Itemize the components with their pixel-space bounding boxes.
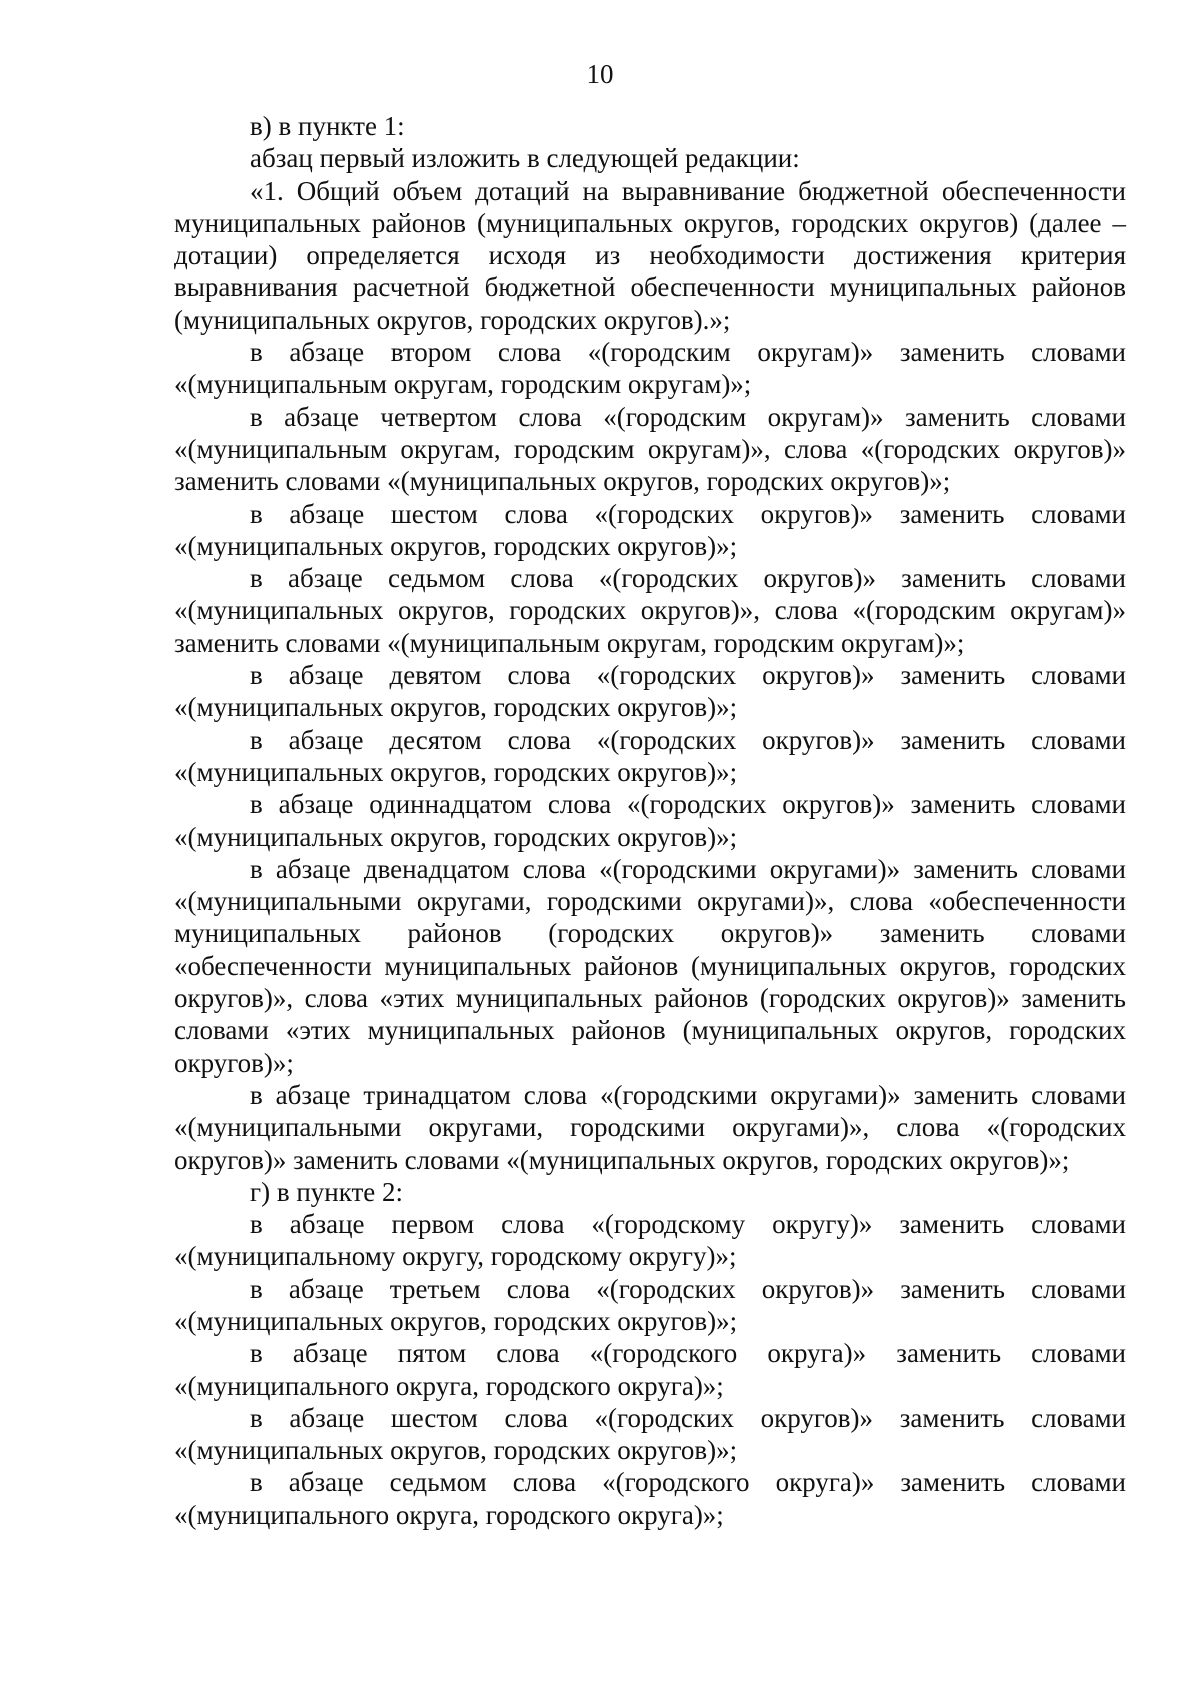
paragraph-15: в абзаце третьем слова «(городских округов)» заменить словами «(муниципальных округов, городских округов)»; (174, 1273, 1126, 1336)
paragraph-11: в абзаце двенадцатом слова «(городскими округами)» заменить словами «(муниципальными округами, городскими округами)», слова «обеспеченности муниципальных районов (городских округов)» заменить словами «обеспеченности муниципальных районов (муниципальных округов, городских округов)», слова «этих муниципальных районов (городских округов)» заменить словами «этих муниципальных районов (муниципальных округов, городских округов)»; (174, 853, 1126, 1078)
paragraph-7: в абзаце седьмом слова «(городских округов)» заменить словами «(муниципальных округов, городских округов)», слова «(городским округам)» заменить словами «(муниципальным округам, городским округам)»; (174, 563, 1126, 658)
document-body (174, 110, 1126, 1531)
paragraph-9: в абзаце десятом слова «(городских округов)» заменить словами «(муниципальных округов, городских округов)»; (174, 724, 1126, 787)
paragraph-5: в абзаце четвертом слова «(городским округам)» заменить словами «(муниципальным округам, городским округам)», слова «(городских округов)» заменить словами «(муниципальных округов, городских округов)»; (174, 401, 1126, 497)
paragraph-4: в абзаце втором слова «(городским округам)» заменить словами «(муниципальным округам, городским округам)»; (174, 337, 1126, 400)
paragraph-17: в абзаце шестом слова «(городских округов)» заменить словами «(муниципальных округов, городских округов)»; (174, 1402, 1126, 1466)
paragraph-10: в абзаце одиннадцатом слова «(городских округов)» заменить словами «(муниципальных округов, городских округов)»; (174, 789, 1126, 852)
paragraph-1: в) в пункте 1: (250, 111, 405, 141)
paragraph-2: абзац первый изложить в следующей редакции: (250, 143, 800, 174)
paragraph-16: в абзаце пятом слова «(городского округа)» заменить словами «(муниципального округа, городского округа)»; (174, 1338, 1126, 1401)
paragraph-18: в абзаце седьмом слова «(городского округа)» заменить словами «(муниципального округа, городского округа)»; (174, 1467, 1126, 1530)
paragraph-12: в абзаце тринадцатом слова «(городскими округами)» заменить словами «(муниципальными округами, городскими округами)», слова «(городских округов)» заменить словами «(муниципальных округов, городских округов)»; (174, 1079, 1126, 1175)
paragraph-3: «1. Общий объем дотаций на выравнивание бюджетной обеспеченности муниципальных районов (муниципальных округов, городских округов) (далее – дотации) определяется исходя из необходимости достижения критерия выравнивания расчетной бюджетной обеспеченности муниципальных районов (муниципальных округов, городских округов).»; (174, 175, 1126, 335)
paragraph-14: в абзаце первом слова «(городскому округу)» заменить словами «(муниципальному округу, городскому округу)»; (174, 1209, 1126, 1272)
paragraph-6: в абзаце шестом слова «(городских округов)» заменить словами «(муниципальных округов, городских округов)»; (174, 498, 1126, 561)
page-number: 10 (586, 59, 614, 89)
paragraph-13: г) в пункте 2: (250, 1176, 404, 1207)
paragraph-8: в абзаце девятом слова «(городских округов)» заменить словами «(муниципальных округов, городских округов)»; (174, 660, 1126, 723)
